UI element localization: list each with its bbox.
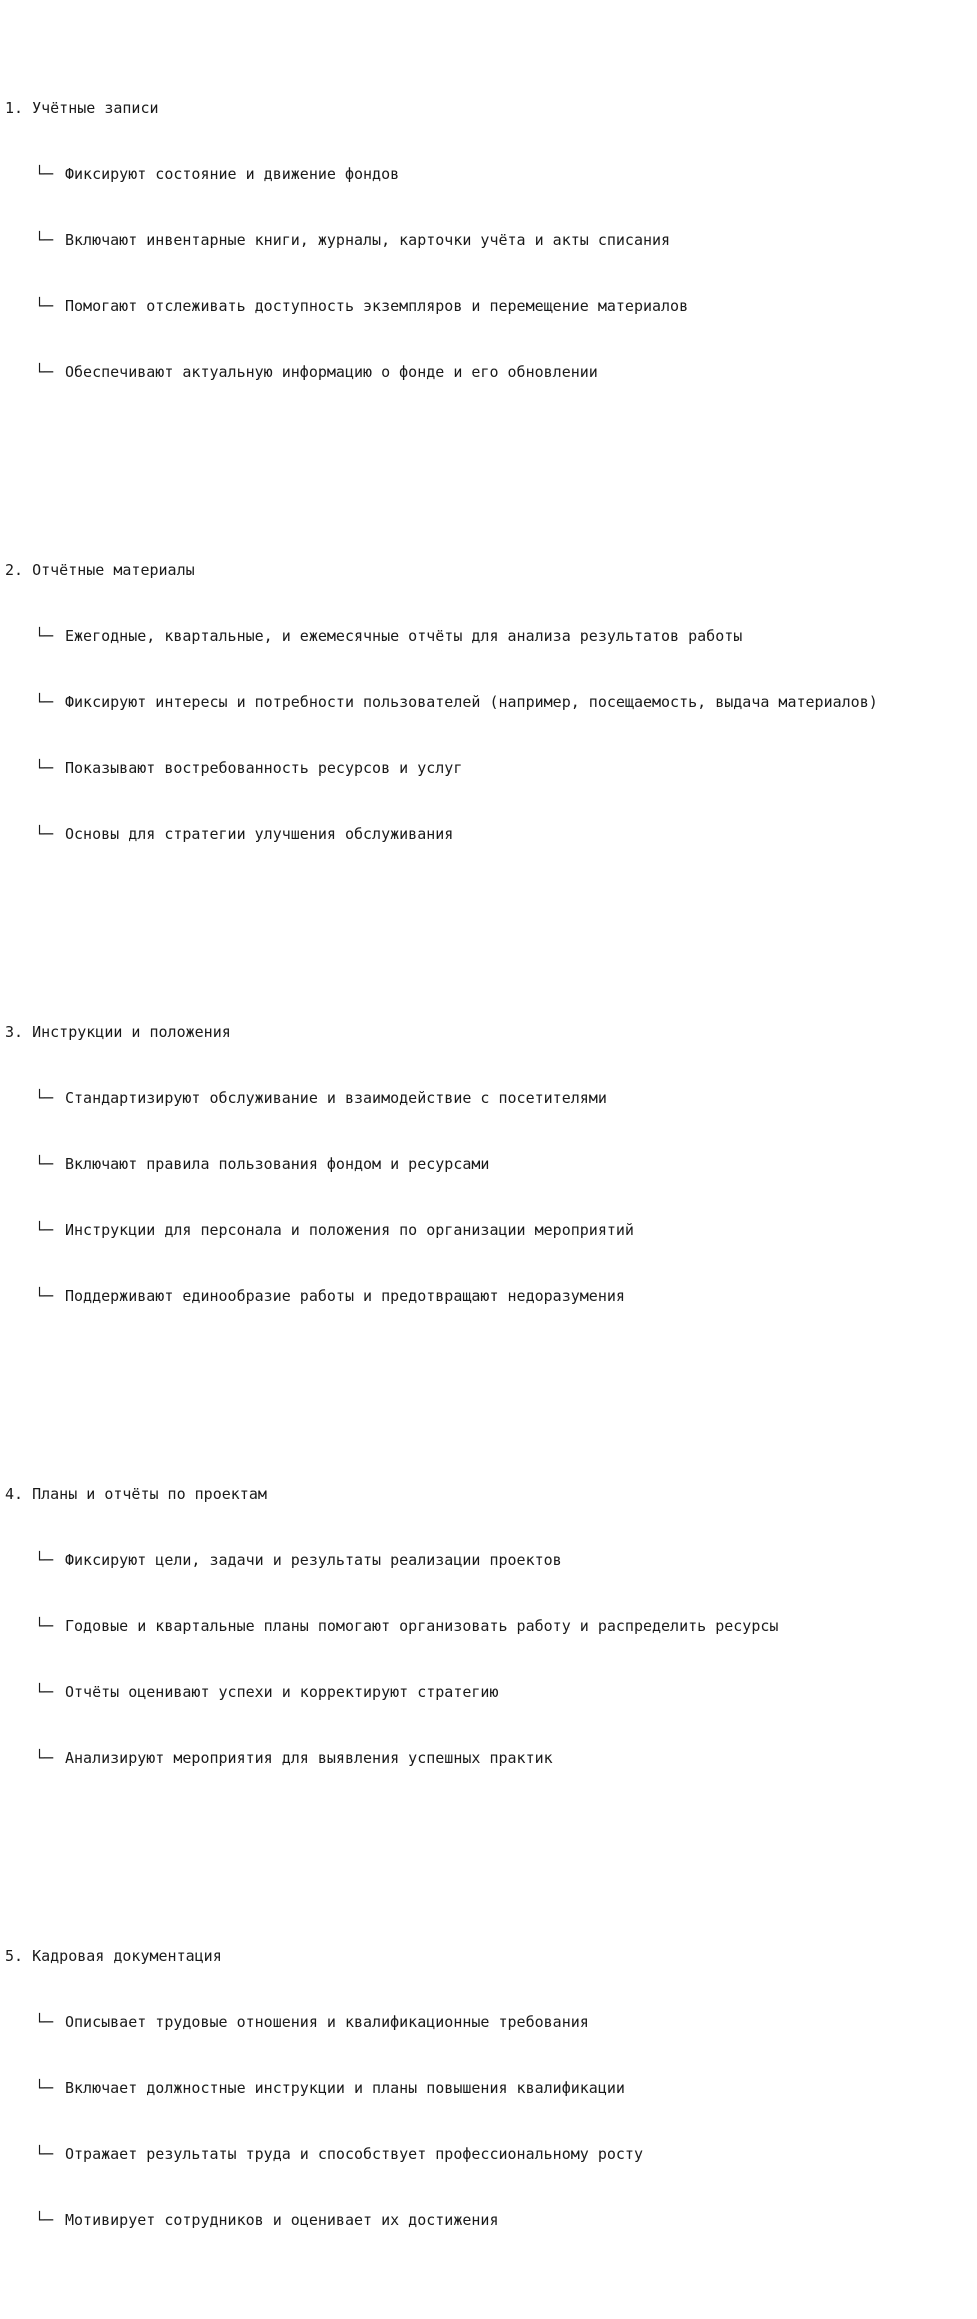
section-heading	[5, 1945, 977, 1967]
list-item-text: Помогают отслеживать доступность экземпляров и перемещение материалов	[65, 297, 689, 315]
tree-branch-icon: └─	[35, 2079, 54, 2097]
list-item	[5, 295, 977, 317]
list-item	[5, 1219, 977, 1241]
list-item-text: Включают инвентарные книги, журналы, карточки учёта и акты списания	[65, 231, 671, 249]
list-item-text: Инструкции для персонала и положения по организации мероприятий	[65, 1221, 634, 1239]
section-number: 4.	[5, 1485, 24, 1503]
section-title: Учётные записи	[32, 99, 159, 117]
list-item	[5, 691, 977, 713]
list-item-text: Описывает трудовые отношения и квалификационные требования	[65, 2013, 589, 2031]
list-item	[5, 2011, 977, 2033]
section-heading	[5, 1021, 977, 1043]
tree-branch-icon: └─	[35, 693, 54, 711]
list-item-text: Основы для стратегии улучшения обслуживания	[65, 825, 454, 843]
list-item-text: Обеспечивают актуальную информацию о фонде и его обновлении	[65, 363, 598, 381]
section-heading	[5, 97, 977, 119]
list-item-text: Анализируют мероприятия для выявления успешных практик	[65, 1749, 553, 1767]
list-item	[5, 757, 977, 779]
tree-branch-icon: └─	[35, 759, 54, 777]
section-heading	[5, 1483, 977, 1505]
tree-branch-icon: └─	[35, 2211, 54, 2229]
section-title: Инструкции и положения	[32, 1023, 231, 1041]
list-item-text: Включают правила пользования фондом и ресурсами	[65, 1155, 490, 1173]
tree-branch-icon: └─	[35, 825, 54, 843]
list-item-text: Включает должностные инструкции и планы повышения квалификации	[65, 2079, 625, 2097]
tree-branch-icon: └─	[35, 2013, 54, 2031]
list-item-text: Мотивирует сотрудников и оценивает их достижения	[65, 2211, 499, 2229]
list-item	[5, 2209, 977, 2231]
list-item	[5, 163, 977, 185]
section-2	[5, 515, 977, 889]
list-item	[5, 229, 977, 251]
tree-branch-icon: └─	[35, 1683, 54, 1701]
list-item	[5, 823, 977, 845]
list-item	[5, 1285, 977, 1307]
section-5	[5, 1901, 977, 2275]
section-title: Кадровая документация	[32, 1947, 222, 1965]
section-4	[5, 1439, 977, 1813]
section-number: 5.	[5, 1947, 24, 1965]
tree-branch-icon: └─	[35, 2145, 54, 2163]
list-item	[5, 625, 977, 647]
section-number: 2.	[5, 561, 24, 579]
section-number: 3.	[5, 1023, 24, 1041]
tree-branch-icon: └─	[35, 165, 54, 183]
list-item-text: Годовые и квартальные планы помогают организовать работу и распределить ресурсы	[65, 1617, 779, 1635]
list-item	[5, 1747, 977, 1769]
tree-branch-icon: └─	[35, 1155, 54, 1173]
tree-branch-icon: └─	[35, 1617, 54, 1635]
list-item-text: Отражает результаты труда и способствует профессиональному росту	[65, 2145, 643, 2163]
list-item-text: Поддерживают единообразие работы и предотвращают недоразумения	[65, 1287, 625, 1305]
tree-branch-icon: └─	[35, 1089, 54, 1107]
tree-branch-icon: └─	[35, 1749, 54, 1767]
tree-branch-icon: └─	[35, 1287, 54, 1305]
list-item-text: Фиксируют состояние и движение фондов	[65, 165, 400, 183]
tree-branch-icon: └─	[35, 231, 54, 249]
section-heading	[5, 559, 977, 581]
list-item-text: Фиксируют интересы и потребности пользователей (например, посещаемость, выдача материалов)	[65, 693, 878, 711]
tree-branch-icon: └─	[35, 627, 54, 645]
section-3	[5, 977, 977, 1351]
list-item	[5, 1615, 977, 1637]
section-number: 1.	[5, 99, 24, 117]
list-item	[5, 2077, 977, 2099]
section-1	[5, 53, 977, 427]
list-item	[5, 1153, 977, 1175]
list-item-text: Стандартизируют обслуживание и взаимодействие с посетителями	[65, 1089, 607, 1107]
list-item	[5, 361, 977, 383]
list-item-text: Ежегодные, квартальные, и ежемесячные отчёты для анализа результатов работы	[65, 627, 743, 645]
tree-branch-icon: └─	[35, 297, 54, 315]
list-item	[5, 1549, 977, 1571]
list-item-text: Отчёты оценивают успехи и корректируют стратегию	[65, 1683, 499, 1701]
tree-branch-icon: └─	[35, 1551, 54, 1569]
list-item	[5, 1087, 977, 1109]
list-item	[5, 2143, 977, 2165]
list-item-text: Показывают востребованность ресурсов и услуг	[65, 759, 463, 777]
list-item-text: Фиксируют цели, задачи и результаты реализации проектов	[65, 1551, 562, 1569]
tree-branch-icon: └─	[35, 363, 54, 381]
tree-branch-icon: └─	[35, 1221, 54, 1239]
section-title: Отчётные материалы	[32, 561, 195, 579]
section-title: Планы и отчёты по проектам	[32, 1485, 267, 1503]
list-item	[5, 1681, 977, 1703]
